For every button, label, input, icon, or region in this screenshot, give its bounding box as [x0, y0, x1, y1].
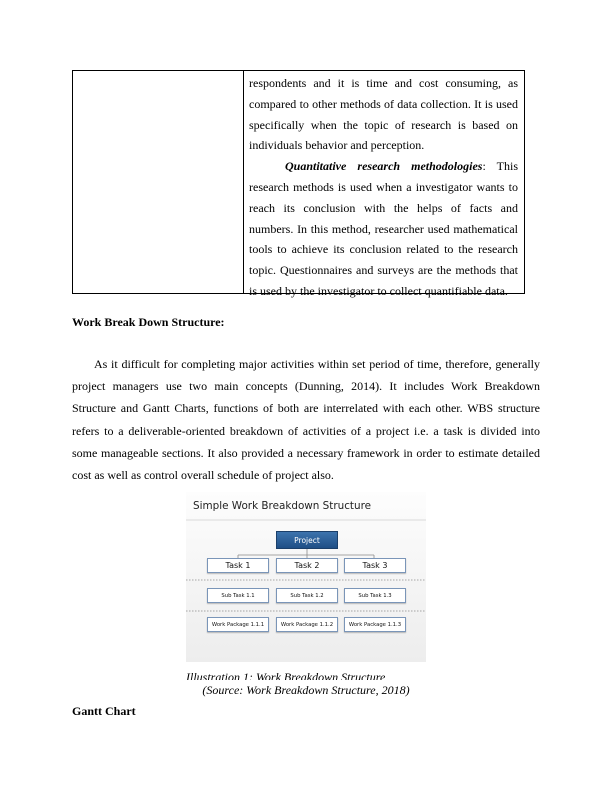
illustration-caption: Illustration 1: Work Breakdown Structure	[186, 670, 386, 680]
wbs-diagram	[186, 492, 426, 662]
diagram-title: Simple Work Breakdown Structure	[193, 500, 372, 512]
node-subtask-1-2: Sub Task 1.2	[276, 588, 338, 603]
node-task-1: Task 1	[207, 558, 269, 573]
quantitative-keyword: Quantitative research methodologies	[285, 159, 483, 174]
diagram-connectors	[186, 492, 426, 662]
gantt-heading: Gantt Chart	[72, 704, 136, 718]
wbs-heading: Work Break Down Structure:	[72, 315, 225, 329]
quantitative-text: : This research methods is used when a investigator wants to reach its conclusion with the helps of facts and numbers. In this method, researcher used mathematical tools to achieve its conclusion related to the research topic. Questionnaires and surveys are the methods that is used by the investigator to collect quantifiable data.	[249, 159, 518, 298]
quantitative-paragraph	[249, 156, 518, 302]
table-right-cell	[244, 71, 524, 298]
node-subtask-1-3: Sub Task 1.3	[344, 588, 406, 603]
node-project: Project	[276, 531, 338, 549]
source-caption: (Source: Work Breakdown Structure, 2018)	[202, 683, 410, 697]
wbs-paragraph: As it difficult for completing major activities within set period of time, therefore, generally project managers use two main concepts (Dunning, 2014). It includes Work Breakdown Structure and Gantt Charts, functions of both are interrelated with each other. WBS structure refers to a deliverable-oriented breakdown of activities of a project i.e. a task is divided into some manageable sections. It also provided a necessary framework in order to estimate detailed cost as well as control overall schedule of project also.	[72, 357, 540, 483]
methodology-table	[72, 70, 525, 298]
node-subtask-1-1: Sub Task 1.1	[207, 588, 269, 603]
node-task-2: Task 2	[276, 558, 338, 573]
node-work-package-1-1-2: Work Package 1.1.2	[276, 617, 338, 632]
node-work-package-1-1-1: Work Package 1.1.1	[207, 617, 269, 632]
table-left-cell	[73, 71, 244, 293]
node-work-package-1-1-3: Work Package 1.1.3	[344, 617, 406, 632]
node-task-3: Task 3	[344, 558, 406, 573]
qualitative-paragraph: respondents and it is time and cost consuming, as compared to other methods of data collection. It is used specifically when the topic of research is based on individuals behavior and perception.	[249, 76, 518, 153]
